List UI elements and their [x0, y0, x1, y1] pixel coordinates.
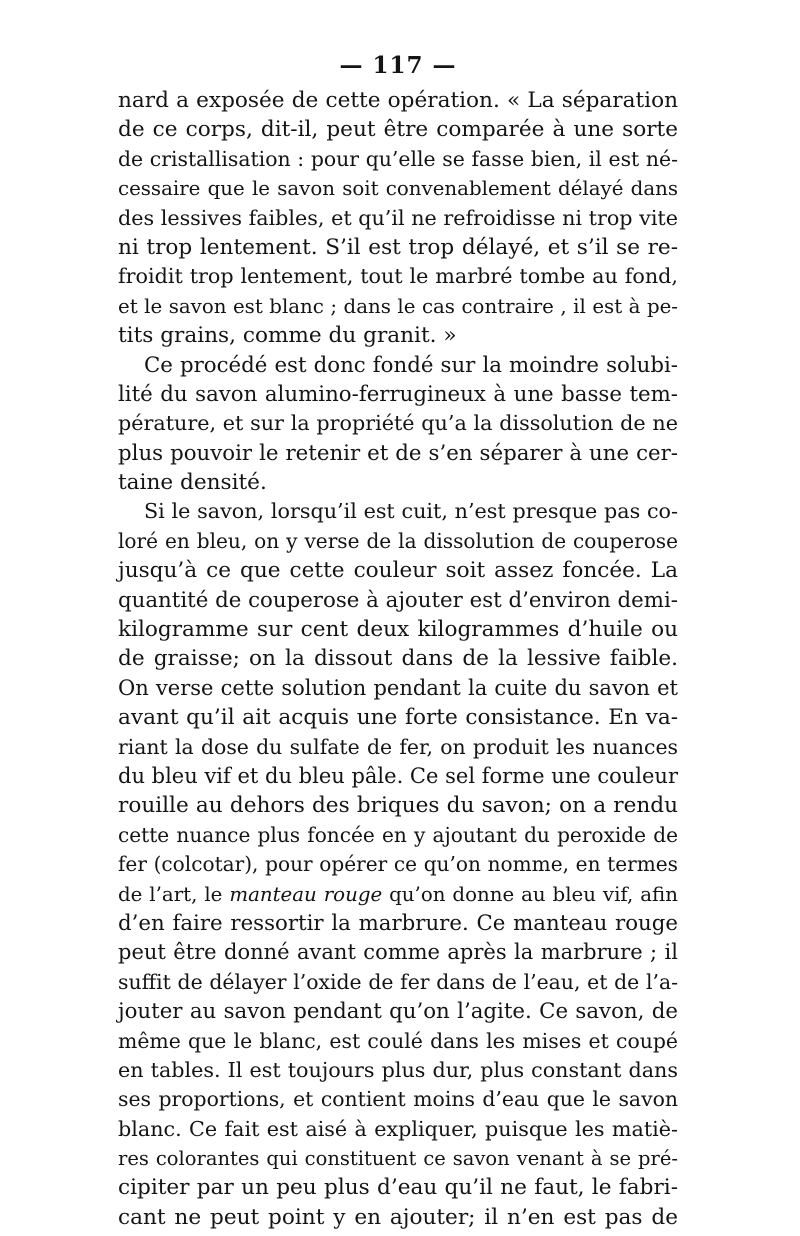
- page-body-text: [118, 86, 678, 1232]
- text-line: cessaire que le savon soit convenablement délayé dans: [118, 177, 678, 201]
- text-line: même que le blanc, est coulé dans les mises et coupé: [118, 1028, 678, 1053]
- text-line: lité du savon alumino-ferrugineux à une basse tem-: [118, 381, 678, 407]
- text-line: jouter au savon pendant qu’on l’agite. Ce savon, de: [118, 999, 678, 1025]
- text-line: de ce corps, dit-il, peut être comparée à une sorte: [118, 117, 678, 143]
- book-page: [118, 50, 678, 1232]
- text-line: de graisse; on la dissout dans de la lessive faible.: [118, 646, 678, 672]
- text-line: froidit trop lentement, tout le marbré tombe au fond,: [118, 264, 678, 289]
- text-line: cant ne peut point y en ajouter; il n’en est pas de: [118, 1204, 678, 1230]
- text-line: res colorantes qui constituent ce savon venant à se pré-: [118, 1147, 678, 1171]
- text-line: pérature, et sur la propriété qu’a la dissolution de ne: [118, 411, 678, 436]
- text-segment: de l’art, le: [118, 882, 230, 906]
- text-line: On verse cette solution pendant la cuite du savon et: [118, 675, 678, 700]
- text-line: taine densité.: [118, 470, 267, 496]
- text-line: riant la dose du sulfate de fer, on produit les nuances: [118, 734, 678, 759]
- text-line: avant qu’il ait acquis une forte consistance. En va-: [118, 705, 678, 731]
- text-line: quantité de couperose à ajouter est d’environ demi-: [118, 587, 678, 613]
- text-line: peut être donné avant comme après la marbrure ; il: [118, 940, 678, 965]
- text-line: plus pouvoir le retenir et de s’en séparer à une cer-: [118, 440, 678, 466]
- text-line: tits grains, comme du granit. »: [118, 323, 457, 349]
- text-line: rouille au dehors des briques du savon; on a rendu: [118, 793, 678, 819]
- text-line: suffit de délayer l’oxide de fer dans de l’eau, et de l’a-: [118, 969, 678, 994]
- text-line: nard a exposée de cette opération. « La séparation: [118, 88, 678, 113]
- text-segment: qu’on donne au bleu vif, afin: [382, 882, 678, 906]
- text-line: de cristallisation : pour qu’elle se fasse bien, il est né-: [118, 146, 678, 171]
- text-line: kilogramme sur cent deux kilogrammes d’huile ou: [118, 617, 678, 643]
- text-line: des lessives faibles, et qu’il ne refroidisse ni trop vite: [118, 205, 678, 230]
- text-line: ni trop lentement. S’il est trop délayé, et s’il se re-: [118, 234, 678, 260]
- text-line: cette nuance plus foncée en y ajoutant du peroxide de: [118, 822, 678, 847]
- text-line: fer (colcotar), pour opérer ce qu’on nomme, en termes: [118, 852, 678, 877]
- text-line: blanc. Ce fait est aisé à expliquer, puisque les matiè-: [118, 1116, 678, 1141]
- text-line: [118, 880, 678, 909]
- text-line: d’en faire ressortir la marbrure. Ce manteau rouge: [118, 910, 678, 936]
- text-line: en tables. Il est toujours plus dur, plus constant dans: [118, 1057, 678, 1082]
- text-line: ses proportions, et contient moins d’eau que le savon: [118, 1087, 678, 1112]
- paragraph-first-line: Ce procédé est donc fondé sur la moindre solubi-: [144, 352, 678, 378]
- text-line: du bleu vif et du bleu pâle. Ce sel forme une couleur: [118, 763, 678, 788]
- italic-term: manteau rouge: [229, 882, 383, 906]
- text-line: jusqu’à ce que cette couleur soit assez foncée. La: [118, 558, 678, 584]
- text-line: et le savon est blanc ; dans le cas contraire , il est à pe-: [118, 294, 678, 318]
- text-line: loré en bleu, on y verse de la dissolution de couperose: [118, 528, 678, 553]
- text-line: cipiter par un peu plus d’eau qu’il ne faut, le fabri-: [118, 1175, 678, 1201]
- paragraph-first-line: Si le savon, lorsqu’il est cuit, n’est presque pas co-: [144, 499, 678, 524]
- page-number: — 117 —: [339, 52, 457, 79]
